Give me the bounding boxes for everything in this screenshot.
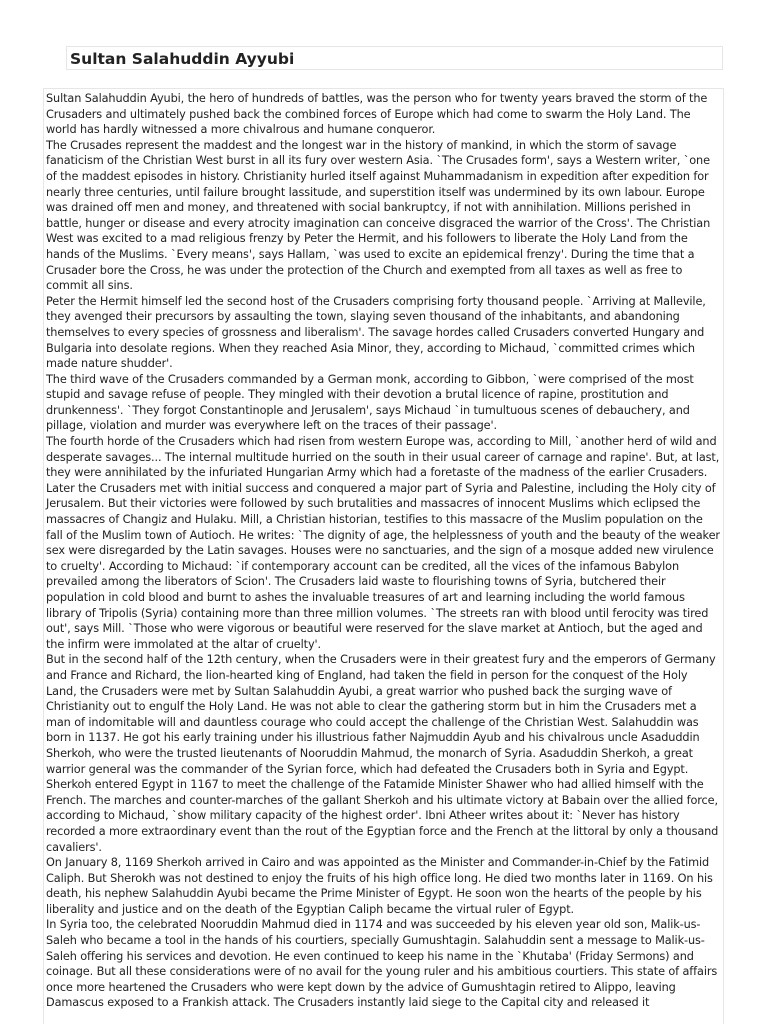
- paragraph: The third wave of the Crusaders commanded by a German monk, according to Gibbon, `were comprised of the most stupid and savage refuse of people. They mingled with their devotion a brutal licence of rapine, prostitution and drunkenness'. `They forgot Constantinople and Jerusalem', says Michaud `in tumultuous scenes of debauchery, and pillage, violation and murder was everywhere left on the traces of their passage'.: [46, 372, 694, 433]
- paragraph: Later the Crusaders met with initial success and conquered a major part of Syria and Palestine, including the Holy city of Jerusalem. But their victories were followed by such brutalities and massacres of innocent Muslims which eclipsed the massacres of Changiz and Hulaku. Mill, a Christian historian, testifies to this massacre of the Muslim population on the fall of the Muslim town of Autioch. He writes: `The dignity of age, the helplessness of youth and the beauty of the weaker sex were disregarded by the Latin savages. Houses were no sanctuaries, and the sign of a mosque added new virulence to cruelty'. According to Michaud: `if contemporary account can be credited, all the vices of the infamous Babylon prevailed among the liberators of Scion'. The Crusaders laid waste to flourishing towns of Syria, butchered their population in cold blood and burnt to ashes the invaluable treasures of art and learning including the world famous library of Tripolis (Syria) containing more than three million volumes. `The streets ran with blood until ferocity was tired out', says Mill. `Those who were vigorous or beautiful were reserved for the slave market at Antioch, but the aged and the infirm were immolated at the altar of cruelty'.: [46, 481, 720, 651]
- paragraph: But in the second half of the 12th century, when the Crusaders were in their greatest fury and the emperors of Germany and France and Richard, the lion-hearted king of England, had taken the field in person for the conquest of the Holy Land, the Crusaders were met by Sultan Salahuddin Ayubi, a great warrior who pushed back the surging wave of Christianity out to engulf the Holy Land. He was not able to clear the gathering storm but in him the Crusaders met a man of indomitable will and dauntless courage who could accept the challenge of the Christian West. Salahuddin was born in 1137. He got his early training under his illustrious father Najmuddin Ayub and his chivalrous uncle Asaduddin Sherkoh, who were the trusted lieutenants of Nooruddin Mahmud, the monarch of Syria. Asaduddin Sherkoh, a great warrior general was the commander of the Syrian force, which had defeated the Crusaders both in Syria and Egypt. Sherkoh entered Egypt in 1167 to meet the challenge of the Fatamide Minister Shawer who had allied himself with the French. The marches and counter-marches of the gallant Sherkoh and his ultimate victory at Babain over the allied force, according to Michaud, `show military capacity of the highest order'. Ibni Atheer writes about it: `Never has history recorded a more extraordinary event than the rout of the Egyptian force and the French at the littoral by only a thousand cavaliers'.: [46, 653, 719, 854]
- paragraph: The fourth horde of the Crusaders which had risen from western Europe was, according to Mill, `another herd of wild and desperate savages... The internal multitude hurried on the south in their usual career of carnage and rapine'. But, at last, they were annihilated by the infuriated Hungarian Army which had a foretaste of the madness of the earlier Crusaders.: [46, 435, 720, 480]
- page-title: Sultan Salahuddin Ayyubi: [70, 50, 295, 68]
- paragraph: Peter the Hermit himself led the second host of the Crusaders comprising forty thousand people. `Arriving at Mallevile, they avenged their precursors by assaulting the town, slaying seven thousand of the inhabitants, and abandoning themselves to every species of grossness and liberalism'. The savage hordes called Crusaders converted Hungary and Bulgaria into desolate regions. When they reached Asia Minor, they, according to Michaud, `committed crimes which made nature shudder'.: [46, 294, 706, 371]
- article-body: [43, 88, 724, 1024]
- paragraph: On January 8, 1169 Sherkoh arrived in Cairo and was appointed as the Minister and Commander-in-Chief by the Fatimid Caliph. But Sherokh was not destined to enjoy the fruits of his high office long. He died two months later in 1169. On his death, his nephew Salahuddin Ayubi became the Prime Minister of Egypt. He soon won the hearts of the people by his liberality and justice and on the death of the Egyptian Caliph became the virtual ruler of Egypt.: [46, 856, 713, 916]
- title-box: [66, 46, 723, 70]
- paragraph: The Crusades represent the maddest and the longest war in the history of mankind, in which the storm of savage fanaticism of the Christian West burst in all its fury over western Asia. `The Crusades form', says a Western writer, `one of the maddest episodes in history. Christianity hurled itself against Muhammadanism in expedition after expedition for nearly three centuries, until failure brought lassitude, and superstition itself was undermined by its own labour. Europe was drained off men and money, and threatened with social bankruptcy, if not with annihilation. Millions perished in battle, hunger or disease and every atrocity imagination can conceive disgraced the warrior of the Cross'. The Christian West was excited to a mad religious frenzy by Peter the Hermit, and his followers to liberate the Holy Land from the hands of the Muslims. `Every means', says Hallam, `was used to excite an epidemical frenzy'. During the time that a Crusader bore the Cross, he was under the protection of the Church and exempted from all taxes as well as free to commit all sins.: [46, 138, 711, 293]
- paragraph: Sultan Salahuddin Ayubi, the hero of hundreds of battles, was the person who for twenty years braved the storm of the Crusaders and ultimately pushed back the combined forces of Europe which had come to swarm the Holy Land. The world has hardly witnessed a more chivalrous and humane conqueror.: [46, 92, 708, 137]
- paragraph: In Syria too, the celebrated Nooruddin Mahmud died in 1174 and was succeeded by his eleven year old son, Malik-us-Saleh who became a tool in the hands of his courtiers, specially Gumushtagin. Salahuddin sent a message to Malik-us-Saleh offering his services and devotion. He even continued to keep his name in the `Khutaba' (Friday Sermons) and coinage. But all these considerations were of no avail for the young ruler and his ambitious courtiers. This state of affairs once more heartened the Crusaders who were kept down by the advice of Gumushtagin retired to Alippo, leaving Damascus exposed to a Frankish attack. The Crusaders instantly laid siege to the Capital city and released it: [46, 918, 718, 1010]
